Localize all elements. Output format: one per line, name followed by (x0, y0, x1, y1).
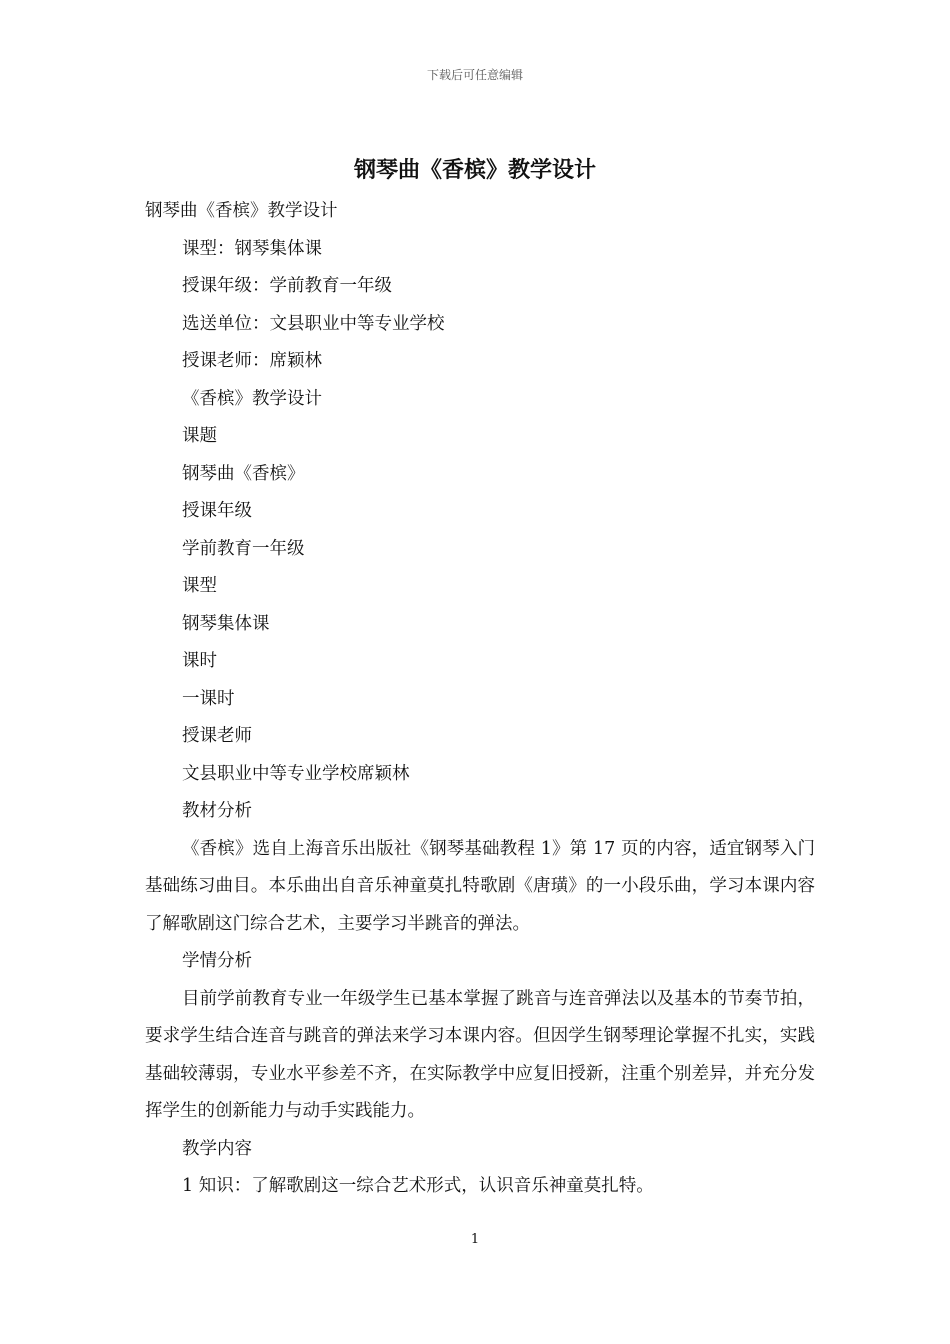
teacher-label: 授课老师 (182, 726, 252, 746)
teacher-value: 文县职业中等专业学校席颖林 (182, 763, 410, 784)
period-value: 一课时 (182, 688, 235, 709)
knowledge-line: 1 知识：了解歌剧这一综合艺术形式，认识音乐神童莫扎特。 (182, 1176, 654, 1196)
topic-label: 课题 (182, 426, 217, 446)
subtitle-line: 钢琴曲《香槟》教学设计 (145, 201, 338, 221)
material-analysis-paragraph: 《香槟》选自上海音乐出版社《钢琴基础教程 1》第 17 页的内容，适宜钢琴入门基础练习曲目。本乐曲出自音乐神童莫扎特歌剧《唐璜》的一小段乐曲，学习本课内容了解歌剧这门综合艺术，主要学习半跳音的弹法。 (145, 838, 815, 934)
school-line: 选送单位：文县职业中等专业学校 (182, 313, 445, 334)
learner-analysis-paragraph: 目前学前教育专业一年级学生已基本掌握了跳音与连音弹法以及基本的节奏节拍，要求学生结合连音与跳音的弹法来学习本课内容。但因学生钢琴理论掌握不扎实，实践基础较薄弱，专业水平参差不齐，在实际教学中应复旧授新，注重个别差异，并充分发挥学生的创新能力与动手实践能力。 (145, 988, 815, 1121)
course-type-label: 课型 (182, 576, 217, 596)
design-heading: 《香槟》教学设计 (182, 388, 322, 409)
teacher-line: 授课老师：席颖林 (182, 351, 322, 371)
page-number: 1 (470, 1232, 480, 1247)
course-type-line: 课型：钢琴集体课 (182, 238, 322, 259)
topic-value: 钢琴曲《香槟》 (182, 463, 305, 484)
period-label: 课时 (182, 651, 217, 671)
teaching-content-heading: 教学内容 (182, 1138, 252, 1159)
grade-line: 授课年级：学前教育一年级 (182, 276, 392, 296)
material-analysis-heading: 教材分析 (182, 801, 252, 821)
grade-value: 学前教育一年级 (182, 538, 305, 559)
grade-label: 授课年级 (182, 501, 252, 521)
course-type-value: 钢琴集体课 (182, 613, 270, 634)
document-body (145, 193, 815, 1206)
page-header: 下载后可任意编辑 (426, 68, 523, 82)
learner-analysis-heading: 学情分析 (182, 951, 252, 971)
document-title: 钢琴曲《香槟》教学设计 (353, 157, 596, 183)
